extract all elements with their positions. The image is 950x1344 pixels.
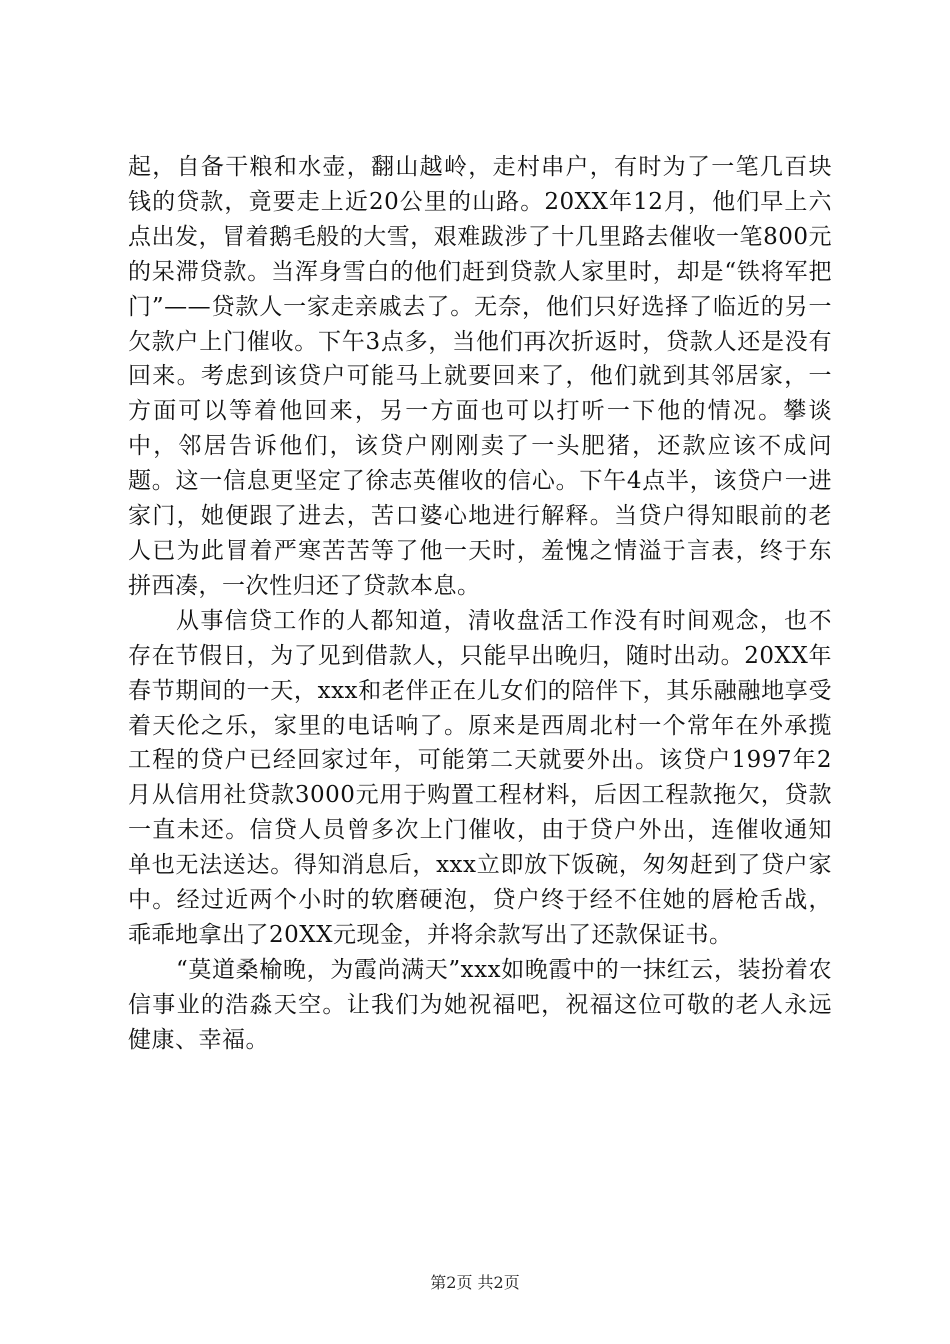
- page-footer: 第2页 共2页: [430, 1273, 520, 1292]
- paragraph-2: 从事信贷工作的人都知道，清收盘活工作没有时间观念，也不存在节假日，为了见到借款人，只能早出晚归，随时出动。20XX年春节期间的一天，xxx和老伴正在儿女们的陪伴下，其乐融融地享受着天伦之乐，家里的电话响了。原来是西周北村一个常年在外承揽工程的贷户已经回家过年，可能第二天就要外出。该贷户1997年2月从信用社贷款3000元用于购置工程材料，后因工程款拖欠，贷款一直未还。信贷人员曾多次上门催收，由于贷户外出，连催收通知单也无法送达。得知消息后，xxx立即放下饭碗，匆匆赶到了贷户家中。经过近两个小时的软磨硬泡，贷户终于经不住她的唇枪舌战，乖乖地拿出了20XX元现金，并将余款写出了还款保证书。: [128, 607, 832, 948]
- paragraph-3: “莫道桑榆晚，为霞尚满天”xxx如晚霞中的一抹红云，装扮着农信事业的浩淼天空。让我们为她祝福吧，祝福这位可敬的老人永远健康、幸福。: [128, 956, 832, 1053]
- paragraph-continuation: 起，自备干粮和水壶，翻山越岭，走村串户，有时为了一笔几百块钱的贷款，竟要走上近20公里的山路。20XX年12月，他们早上六点出发，冒着鹅毛般的大雪，艰难跋涉了十几里路去催收一笔800元的呆滞贷款。当浑身雪白的他们赶到贷款人家里时，却是“铁将军把门”——贷款人一家走亲戚去了。无奈，他们只好选择了临近的另一欠款户上门催收。下午3点多，当他们再次折返时，贷款人还是没有回来。考虑到该贷户可能马上就要回来了，他们就到其邻居家，一方面可以等着他回来，另一方面也可以打听一下他的情况。攀谈中，邻居告诉他们，该贷户刚刚卖了一头肥猪，还款应该不成问题。这一信息更坚定了徐志英催收的信心。下午4点半，该贷户一进家门，她便跟了进去，苦口婆心地进行解释。当贷户得知眼前的老人已为此冒着严寒苦苦等了他一天时，羞愧之情溢于言表，终于东拼西凑，一次性归还了贷款本息。: [128, 154, 832, 599]
- document-body: [128, 150, 832, 1058]
